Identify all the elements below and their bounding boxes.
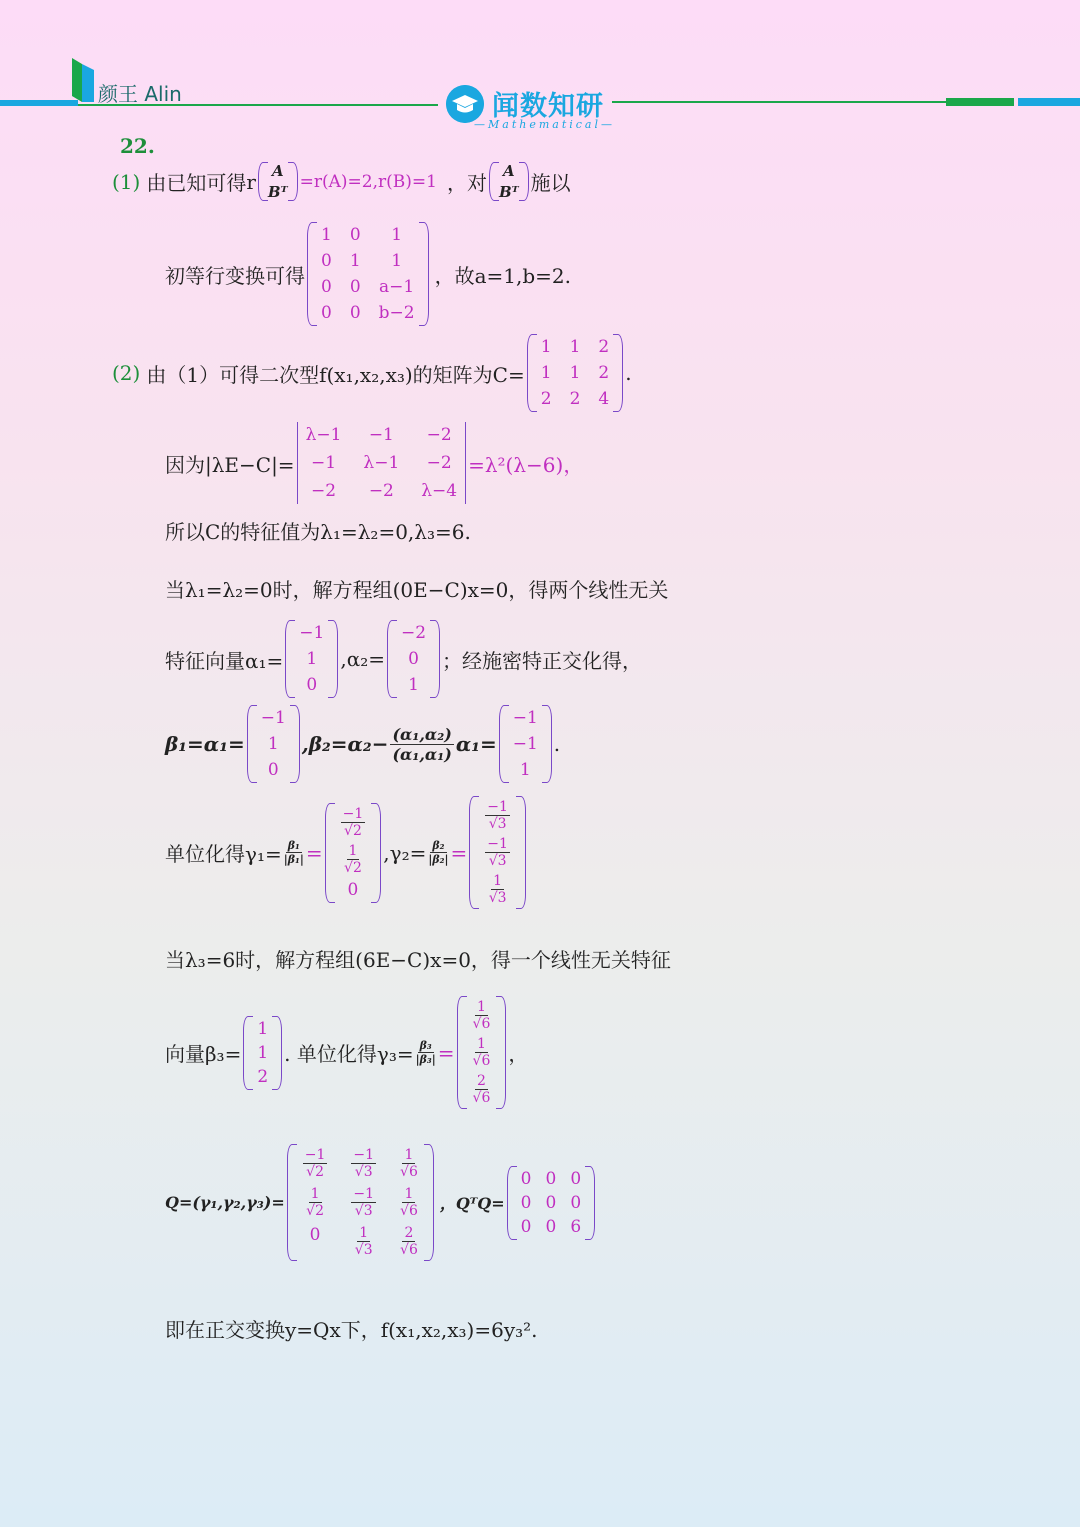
- beta3-entry: 1: [257, 1018, 269, 1039]
- QTQ-label: ，QᵀQ=: [439, 1194, 505, 1213]
- beta3-vector: [243, 1016, 282, 1090]
- header-line-right-blue: [1018, 98, 1080, 106]
- rank-prefix: r: [246, 169, 256, 194]
- beta3-norm-fraction: $\frac{\text{β₃}}{\text{|β₃|}}$: [415, 1039, 436, 1066]
- stacked-AB-matrix-2: A Bᵀ: [489, 162, 529, 201]
- beta1-vector: [247, 705, 300, 783]
- Q-cell: 0: [309, 1225, 321, 1245]
- alpha2-vector: [387, 620, 440, 698]
- row-reduced-cell: 0: [321, 303, 332, 323]
- part1-text-b: ，对: [446, 171, 487, 195]
- gamma2-entry: $\frac{-1}{√3}$: [487, 799, 508, 832]
- part2-label: (2): [112, 361, 141, 385]
- author-label: 颜王 Alin: [98, 82, 182, 106]
- det-cell: λ−1: [305, 425, 342, 445]
- part1-text-a: 由已知可得: [146, 171, 247, 195]
- det-cell: −1: [310, 453, 337, 473]
- Q-cell: $\frac{-1}{√3}$: [353, 1186, 375, 1219]
- row-reduced-cell: 0: [321, 251, 332, 271]
- alpha2-entry: 1: [408, 675, 419, 695]
- row-reduced-cell: a−1: [379, 277, 415, 297]
- Q-cell: $\frac{1}{√6}$: [400, 1186, 418, 1219]
- alpha2-entry: −2: [400, 623, 427, 643]
- beta3-line: 向量β₃= 1 1 2 . 单位化得γ₃= $\frac{\text{β₃}}{\text{|β₃|}}$ = $\frac{1}{√6}$ $\frac{1}{√6}$ $\frac{2}{√6}$ ，: [165, 996, 528, 1109]
- gamma2-vector: [469, 796, 526, 909]
- row-reduced-cell: 0: [321, 277, 332, 297]
- QTQ-matrix: [507, 1166, 595, 1240]
- header-line-right-green: [946, 98, 1014, 106]
- vec-prefix: 特征向量α₁=: [165, 648, 284, 673]
- det-cell: λ−1: [363, 453, 400, 473]
- row-reduced-cell: 1: [391, 225, 403, 245]
- beta1-entry: −1: [260, 708, 286, 728]
- det-cell: −2: [310, 481, 337, 501]
- det-cell: −2: [426, 453, 452, 473]
- Q-cell: $\frac{1}{√2}$: [306, 1186, 324, 1219]
- eigenvectors-line: [165, 620, 642, 698]
- gamma1-entry: $\frac{-1}{√2}$: [342, 805, 364, 839]
- det-cell: λ−4: [421, 481, 458, 501]
- alpha1-vector: [285, 620, 338, 698]
- gamma2-label: ,γ₂=: [383, 840, 427, 865]
- row-reduced-cell: 0: [349, 277, 361, 297]
- Q-cell: $\frac{1}{√3}$: [354, 1225, 373, 1258]
- beta3-entry: 1: [257, 1042, 269, 1063]
- beta2-vector: [499, 705, 552, 783]
- problem-number: 22.: [120, 134, 155, 158]
- beta2-norm-fraction: $\frac{\text{β₂}}{\text{|β₂|}}$: [428, 839, 449, 866]
- beta2-label: ,β₂=α₂−: [301, 732, 389, 756]
- beta1-label: β₁=α₁=: [165, 732, 245, 756]
- gamma3-entry: $\frac{1}{√6}$: [472, 1036, 491, 1069]
- gamma1-vector: [325, 803, 382, 903]
- beta1-norm-fraction: $\frac{\text{β₁}}{\text{|β₁|}}$: [283, 839, 304, 866]
- graduation-cap-icon: [446, 85, 484, 123]
- det-cell: −1: [368, 425, 394, 445]
- matrix-C-cell: 1: [569, 337, 581, 357]
- beta2-entry: −1: [512, 734, 538, 754]
- rank-expression: =r(A)=2,r(B)=1: [299, 171, 437, 192]
- QTQ-cell: 0: [570, 1192, 582, 1213]
- matrix-C-cell: 1: [540, 363, 552, 383]
- Q-label: Q=(γ₁,γ₂,γ₃)=: [165, 1193, 285, 1212]
- matrix-C-cell: 2: [598, 337, 610, 357]
- stacked-AB-matrix: A Bᵀ: [258, 162, 298, 201]
- matrix-C-cell: 2: [540, 389, 552, 409]
- eigenvalues-line: 所以C的特征值为λ₁=λ₂=0,λ₃=6.: [165, 520, 471, 544]
- row-reduced-cell: 0: [349, 225, 361, 245]
- part2-line1: (2) 由（1）可得二次型f(x₁,x₂,x₃)的矩阵为C= 1 1 2 1 1 2 2 2 4 .: [112, 334, 632, 412]
- matrix-C-cell: 2: [598, 363, 610, 383]
- unit-line: 单位化得γ₁= $\frac{\text{β₁}}{\text{|β₁|}}$ = $\frac{-1}{√2}$ $\frac{1}{√2}$ 0 ,γ₂= $\frac{\text{β₂}}{\text{|β₂|}}$ = $\frac{-1}{√3}$ $\frac{-1}{√3}$ $\frac{1}{√3}$: [165, 796, 528, 909]
- beta-line: β₁=α₁= −1 1 0 ,β₂=α₂− $\frac{\text{(α₁,α₂)}}{\text{(α₁,α₁)}}$ α₁= −1 −1 1 .: [165, 705, 560, 783]
- gamma2-entry: $\frac{1}{√3}$: [488, 873, 507, 906]
- beta1-entry: 0: [267, 760, 279, 780]
- part1-line1: [112, 162, 571, 201]
- Q-cell: $\frac{-1}{√3}$: [353, 1147, 375, 1180]
- gamma1-entry: $\frac{1}{√2}$: [344, 842, 362, 876]
- gamma1-entry: 0: [347, 879, 359, 900]
- Q-matrix: [287, 1144, 434, 1261]
- brand-subtitle: —Mathematical—: [474, 118, 615, 131]
- det-cell: −2: [426, 425, 452, 445]
- case1-line: 当λ₁=λ₂=0时，解方程组(0E−C)x=0，得两个线性无关: [165, 578, 669, 602]
- beta2-entry: 1: [519, 760, 531, 780]
- Q-cell: $\frac{-1}{√2}$: [304, 1147, 326, 1180]
- Q-cell: $\frac{2}{√6}$: [400, 1225, 418, 1258]
- QTQ-cell: 6: [570, 1216, 582, 1237]
- alpha2-entry: 0: [408, 649, 419, 669]
- QTQ-cell: 0: [520, 1192, 532, 1213]
- det-matrix: [297, 422, 467, 504]
- row-reduced-cell: 1: [391, 251, 403, 271]
- matrix-C-cell: 1: [569, 363, 581, 383]
- gamma3-entry: $\frac{2}{√6}$: [472, 1073, 491, 1106]
- QTQ-cell: 0: [545, 1168, 557, 1189]
- final-line: 即在正交变换y=Qx下，f(x₁,x₂,x₃)=6y₃².: [165, 1318, 538, 1342]
- matrix-C-cell: 4: [598, 389, 610, 409]
- vec3-prefix: 向量β₃=: [165, 1042, 242, 1066]
- unit-prefix: 单位化得γ₁=: [165, 842, 282, 866]
- header-line-right: [612, 101, 946, 103]
- header-line-left: [0, 100, 78, 106]
- part1-label: (1): [112, 169, 141, 194]
- determinant-line: [165, 422, 583, 504]
- gamma2-entry: $\frac{-1}{√3}$: [487, 836, 508, 869]
- logo-icon: [72, 58, 94, 102]
- row-reduced-matrix: [307, 222, 429, 326]
- QTQ-cell: 0: [570, 1168, 582, 1189]
- gamma3-vector: [457, 996, 507, 1109]
- part1-line2: [165, 222, 571, 326]
- Q-cell: $\frac{1}{√6}$: [400, 1147, 418, 1180]
- QTQ-cell: 0: [520, 1168, 532, 1189]
- projection-fraction: $\frac{\text{(α₁,α₂)}}{\text{(α₁,α₁)}}$: [392, 724, 452, 764]
- beta3-entry: 2: [257, 1066, 269, 1087]
- QTQ-cell: 0: [545, 1192, 557, 1213]
- part1-text-c: 施以: [530, 171, 571, 195]
- det-result: =λ²(λ−6)，: [468, 452, 584, 477]
- alpha1-entry: −1: [299, 623, 325, 643]
- matrix-C: [527, 334, 623, 412]
- row-reduced-cell: b−2: [378, 303, 415, 323]
- beta2-mid: α₁=: [455, 732, 497, 756]
- det-cell: −2: [368, 481, 394, 501]
- QTQ-cell: 0: [520, 1216, 532, 1237]
- alpha2-label: ,α₂=: [340, 647, 385, 671]
- matrix-C-cell: 2: [569, 389, 581, 409]
- beta2-entry: −1: [512, 708, 538, 728]
- Q-line: [165, 1144, 597, 1261]
- schmidt-text: ；经施密特正交化得，: [442, 648, 643, 673]
- row-reduced-cell: 1: [349, 251, 361, 271]
- beta1-entry: 1: [267, 734, 279, 754]
- row-reduced-cell: 0: [349, 303, 361, 323]
- part1-text-d: 初等行变换可得: [165, 263, 305, 288]
- case2-line: 当λ₃=6时，解方程组(6E−C)x=0，得一个线性无关特征: [165, 948, 671, 972]
- gamma3-entry: $\frac{1}{√6}$: [472, 999, 491, 1032]
- alpha1-entry: 0: [306, 675, 318, 695]
- alpha1-entry: 1: [306, 649, 318, 669]
- brand-title: 闻数知研: [492, 91, 604, 122]
- part1-conclusion: ，故a=1,b=2.: [434, 263, 572, 288]
- matrix-C-cell: 1: [540, 337, 552, 357]
- det-prefix: 因为|λE−C|=: [165, 452, 295, 477]
- unit3-text: . 单位化得γ₃=: [284, 1042, 414, 1066]
- part2-text-a: 由（1）可得二次型f(x₁,x₂,x₃)的矩阵为C=: [146, 362, 525, 387]
- QTQ-cell: 0: [545, 1216, 557, 1237]
- row-reduced-cell: 1: [321, 225, 332, 245]
